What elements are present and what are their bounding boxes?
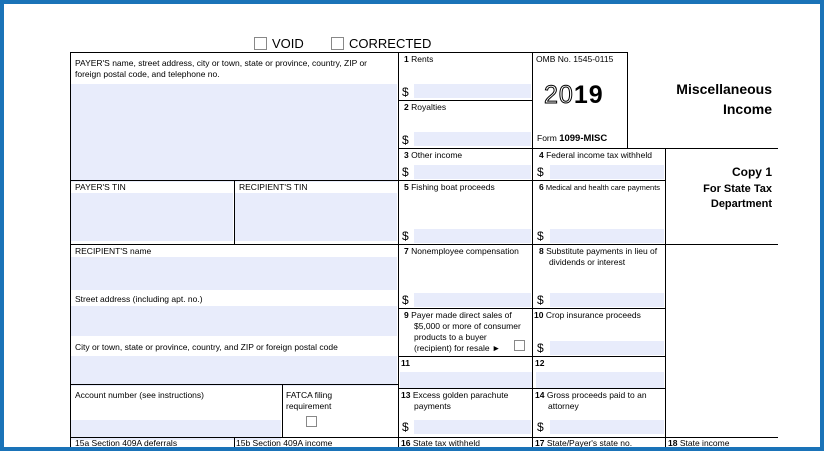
box8-text-line2: dividends or interest <box>549 257 626 267</box>
tax-year <box>544 82 604 108</box>
grid-line-box2-bottom <box>398 148 778 149</box>
grid-line-address-bottom <box>70 384 399 385</box>
grid-line-box5-bottom <box>398 244 778 245</box>
box14-text-line2: attorney <box>548 401 579 411</box>
grid-line-box9-bottom <box>398 356 666 357</box>
box2-number: 2 <box>404 102 409 112</box>
box7-input[interactable] <box>414 293 531 307</box>
grid-line-payer-bottom <box>70 180 399 181</box>
box3-dollar: $ <box>402 165 409 179</box>
fatca-checkbox[interactable] <box>306 416 317 427</box>
grid-line-box11-bottom <box>398 388 666 389</box>
recipient-tin-label: RECIPIENT'S TIN <box>239 182 308 192</box>
box5-dollar: $ <box>402 229 409 243</box>
grid-divider-15 <box>234 437 235 447</box>
box14-dollar: $ <box>537 420 544 434</box>
box3-text: Other income <box>411 150 463 160</box>
box4-dollar: $ <box>537 165 544 179</box>
box12-label <box>535 358 544 369</box>
form-prefix: Form <box>537 133 560 143</box>
tax-year-prefix: 20 <box>544 81 574 109</box>
form-title-line1: Miscellaneous <box>676 81 772 97</box>
city-input[interactable] <box>71 356 397 386</box>
corrected-label: CORRECTED <box>349 36 432 51</box>
box1-number: 1 <box>404 54 409 64</box>
corrected-checkbox[interactable] <box>331 37 344 50</box>
payer-tin-input[interactable] <box>71 193 233 241</box>
box18-label <box>668 438 729 447</box>
box5-number: 5 <box>404 182 409 192</box>
box10-text: Crop insurance proceeds <box>545 310 641 320</box>
box7-dollar: $ <box>402 293 409 307</box>
box13-label <box>401 390 508 412</box>
box9-text-line3: products to a buyer <box>414 332 487 342</box>
box17-number: 17 <box>535 438 545 447</box>
box15a-label: 15a Section 409A deferrals <box>75 438 178 447</box>
box2-text: Royalties <box>411 102 447 112</box>
payer-name-input[interactable] <box>71 84 397 182</box>
grid-divider-omb <box>627 52 628 148</box>
grid-divider-fatca <box>282 384 283 437</box>
account-number-label: Account number (see instructions) <box>75 390 204 400</box>
box8-input[interactable] <box>550 293 664 307</box>
box16-text: State tax withheld <box>412 438 480 447</box>
form-border-top <box>70 52 627 53</box>
box5-input[interactable] <box>414 229 531 243</box>
box11-input[interactable] <box>400 372 533 388</box>
box4-input[interactable] <box>550 165 664 179</box>
grid-divider-tin <box>234 180 235 244</box>
box3-number: 3 <box>404 150 409 160</box>
box11-number: 11 <box>401 358 410 368</box>
recipient-name-label: RECIPIENT'S name <box>75 246 152 256</box>
box17-text: State/Payer's state no. <box>546 438 633 447</box>
box17-label <box>535 438 632 447</box>
box14-label <box>535 390 647 412</box>
recipient-name-input[interactable] <box>71 257 397 290</box>
box18-number: 18 <box>668 438 678 447</box>
form-1099-misc-page <box>4 4 820 447</box>
box4-number: 4 <box>539 150 544 160</box>
box9-text-line1: Payer made direct sales of <box>411 310 512 320</box>
grid-line-tin-bottom <box>70 244 399 245</box>
tax-year-suffix: 19 <box>573 81 604 109</box>
void-checkbox[interactable] <box>254 37 267 50</box>
box13-dollar: $ <box>402 420 409 434</box>
box6-dollar: $ <box>537 229 544 243</box>
form-title-line2: Income <box>722 101 772 117</box>
box8-text-line1: Substitute payments in lieu of <box>546 246 658 256</box>
box11-label <box>401 358 410 369</box>
box5-label <box>404 182 495 193</box>
box12-number: 12 <box>535 358 545 368</box>
box3-input[interactable] <box>414 165 531 179</box>
void-label: VOID <box>272 36 304 51</box>
grid-line-box3-bottom <box>398 180 666 181</box>
box16-label <box>401 438 480 447</box>
box5-text: Fishing boat proceeds <box>411 182 495 192</box>
box13-input[interactable] <box>414 420 531 434</box>
box7-number: 7 <box>404 246 409 256</box>
box2-dollar: $ <box>402 133 409 147</box>
street-address-label: Street address (including apt. no.) <box>75 294 203 304</box>
copy-subtitle-line1: For State Tax <box>703 183 772 195</box>
box7-text: Nonemployee compensation <box>411 246 519 256</box>
copy-title: Copy 1 <box>731 165 772 179</box>
box3-label <box>404 150 462 161</box>
box9-text-line4: (recipient) for resale ► <box>414 343 501 353</box>
street-address-input[interactable] <box>71 306 397 336</box>
box1-dollar: $ <box>402 85 409 99</box>
copy-subtitle <box>668 182 772 212</box>
box14-text-line1: Gross proceeds paid to an <box>546 390 647 400</box>
box9-text-line2: $5,000 or more of consumer <box>414 321 521 331</box>
box6-number: 6 <box>539 182 544 192</box>
box1-input[interactable] <box>414 84 531 98</box>
box9-label <box>404 310 529 354</box>
box10-label <box>534 310 641 321</box>
form-id <box>537 133 607 144</box>
form-title <box>634 79 772 119</box>
box14-number: 14 <box>535 390 545 400</box>
box16-number: 16 <box>401 438 411 447</box>
payer-tin-label: PAYER'S TIN <box>75 182 126 192</box>
grid-divider-right <box>665 148 666 447</box>
box6-input[interactable] <box>550 229 664 243</box>
box4-text: Federal income tax withheld <box>546 150 652 160</box>
box1-label <box>404 54 433 65</box>
box15b-label: 15b Section 409A income <box>236 438 333 447</box>
box18-text: State income <box>679 438 730 447</box>
box8-label <box>539 246 667 268</box>
box6-text: Medical and health care payments <box>545 183 661 192</box>
box14-input[interactable] <box>550 420 664 434</box>
payer-name-label: PAYER'S name, street address, city or town, state or province, country, ZIP or foreign postal code, and telephone no. <box>75 58 368 79</box>
box9-number: 9 <box>404 310 409 320</box>
box1-text: Rents <box>411 54 434 64</box>
box8-number: 8 <box>539 246 544 256</box>
form-name: 1099-MISC <box>559 133 608 144</box>
copy-subtitle-line2: Department <box>710 198 772 210</box>
recipient-tin-input[interactable] <box>235 193 397 241</box>
box12-input[interactable] <box>536 372 664 388</box>
box4-label <box>539 150 652 161</box>
box13-text-line1: Excess golden parachute <box>412 390 509 400</box>
box10-input[interactable] <box>550 341 664 355</box>
box8-dollar: $ <box>537 293 544 307</box>
grid-line-box1-bottom <box>398 100 533 101</box>
omb-number: OMB No. 1545-0115 <box>536 54 614 64</box>
box2-label <box>404 102 446 113</box>
box13-text-line2: payments <box>414 401 451 411</box>
box6-label <box>539 182 660 193</box>
fatca-label: FATCA filing requirement <box>286 390 333 411</box>
box13-number: 13 <box>401 390 411 400</box>
city-label: City or town, state or province, country, and ZIP or foreign postal code <box>75 342 338 352</box>
box10-number: 10 <box>534 310 544 320</box>
box9-checkbox[interactable] <box>514 340 525 351</box>
grid-line-box7-bottom <box>398 308 666 309</box>
box7-label <box>404 246 519 257</box>
box10-dollar: $ <box>537 341 544 355</box>
form-border-left <box>70 52 71 447</box>
box2-input[interactable] <box>414 132 531 146</box>
